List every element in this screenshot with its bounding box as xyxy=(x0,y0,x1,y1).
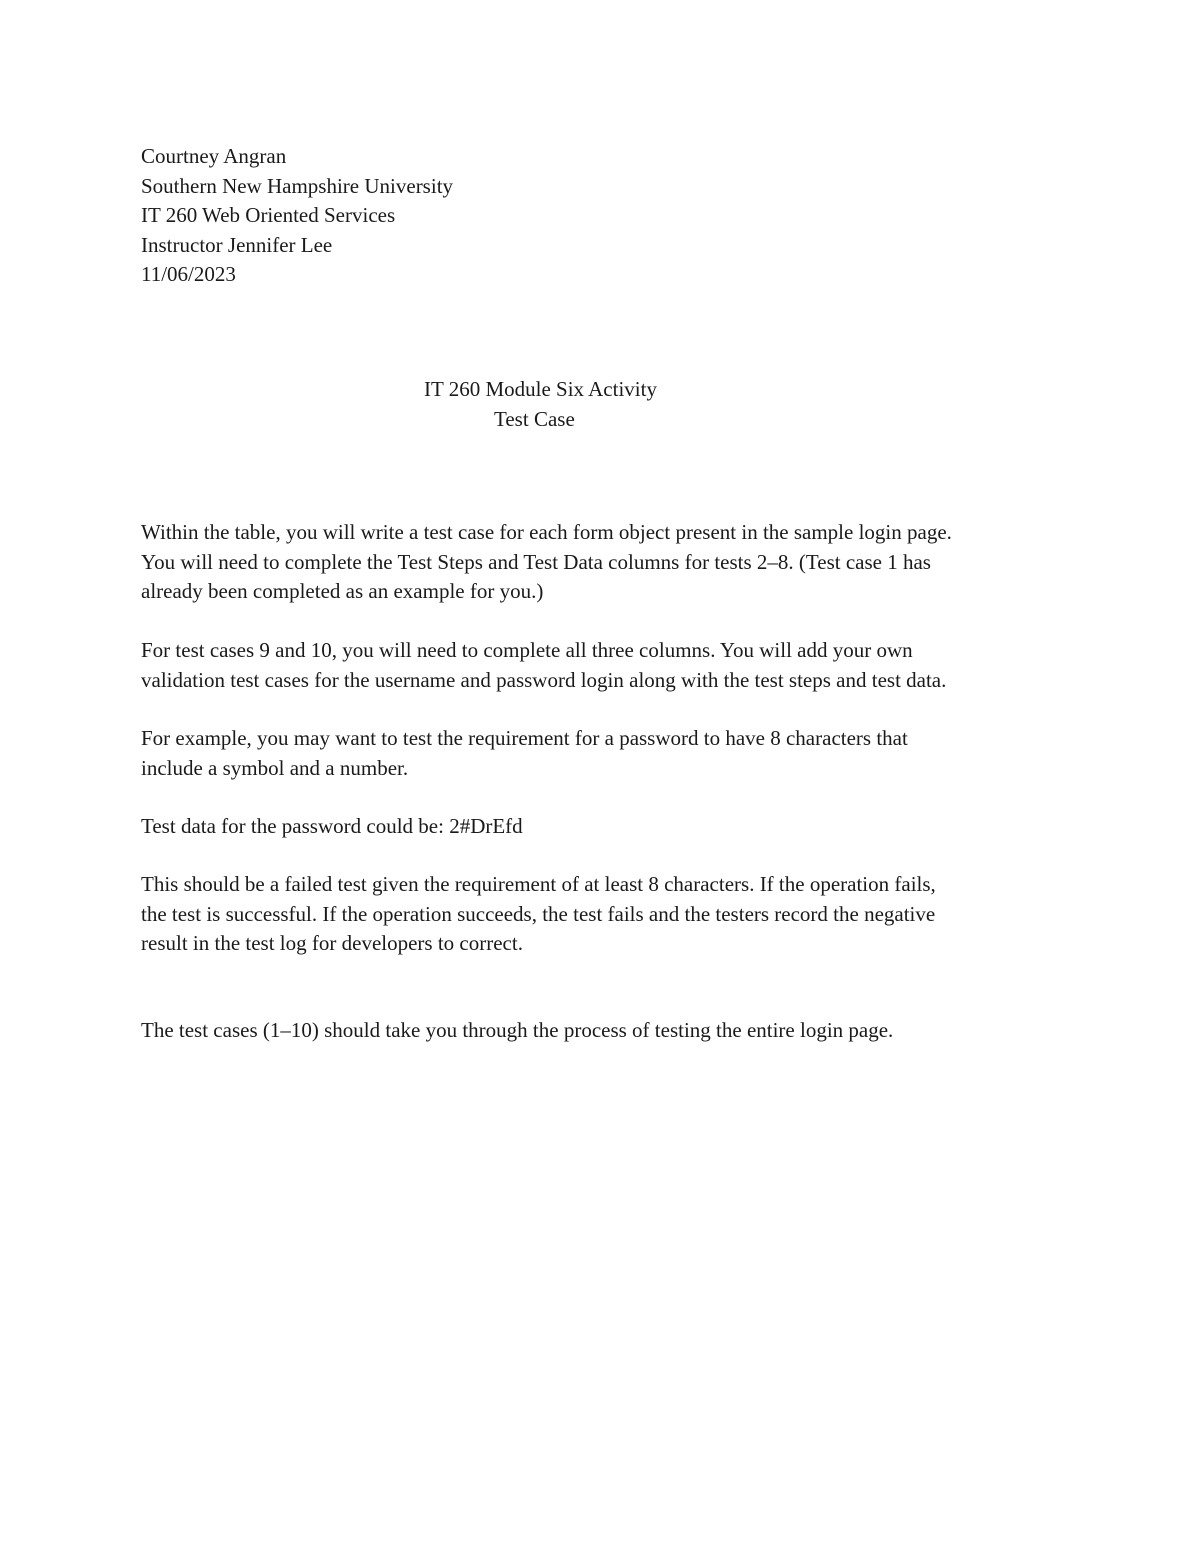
paragraph-line: already been completed as an example for you.) xyxy=(141,579,544,603)
instructor-name: Instructor Jennifer Lee xyxy=(141,232,333,257)
paragraph-line: For test cases 9 and 10, you will need to complete all three columns. You will add your own xyxy=(141,638,913,662)
course-name: IT 260 Web Oriented Services xyxy=(141,203,396,227)
document-title: IT 260 Module Six Activity xyxy=(424,377,657,401)
paragraph-test-data xyxy=(141,812,1071,842)
author-name: Courtney Angran xyxy=(141,144,287,168)
header-block xyxy=(141,142,453,290)
paragraph-line: The test cases (1–10) should take you through the process of testing the entire login page. xyxy=(141,1018,894,1042)
paragraph-line: For example, you may want to test the requirement for a password to have 8 characters that xyxy=(141,726,908,750)
paragraph-line: include a symbol and a number. xyxy=(141,755,409,780)
paragraph-example xyxy=(141,724,1071,783)
paragraph-line: Test data for the password could be: 2#DrEfd xyxy=(141,814,523,838)
paragraph-failed-test xyxy=(141,870,1071,959)
paragraph-line: This should be a failed test given the requirement of at least 8 characters. If the operation fails, xyxy=(141,872,936,896)
document-subtitle: Test Case xyxy=(494,406,575,431)
document-date: 11/06/2023 xyxy=(141,262,236,286)
paragraph-line: result in the test log for developers to correct. xyxy=(141,931,523,955)
paragraph-instructions xyxy=(141,518,1071,607)
paragraph-line: validation test cases for the username and password login along with the test steps and test data. xyxy=(141,667,947,692)
paragraph-test-cases-9-10 xyxy=(141,636,1071,695)
paragraph-summary xyxy=(141,1016,1071,1046)
paragraph-line: You will need to complete the Test Steps and Test Data columns for tests 2–8. (Test case 1 has xyxy=(141,549,931,574)
paragraph-line: the test is successful. If the operation succeeds, the test fails and the testers record the negative xyxy=(141,901,936,926)
paragraph-line: Within the table, you will write a test case for each form object present in the sample login page. xyxy=(141,520,952,544)
institution-name: Southern New Hampshire University xyxy=(141,173,454,198)
